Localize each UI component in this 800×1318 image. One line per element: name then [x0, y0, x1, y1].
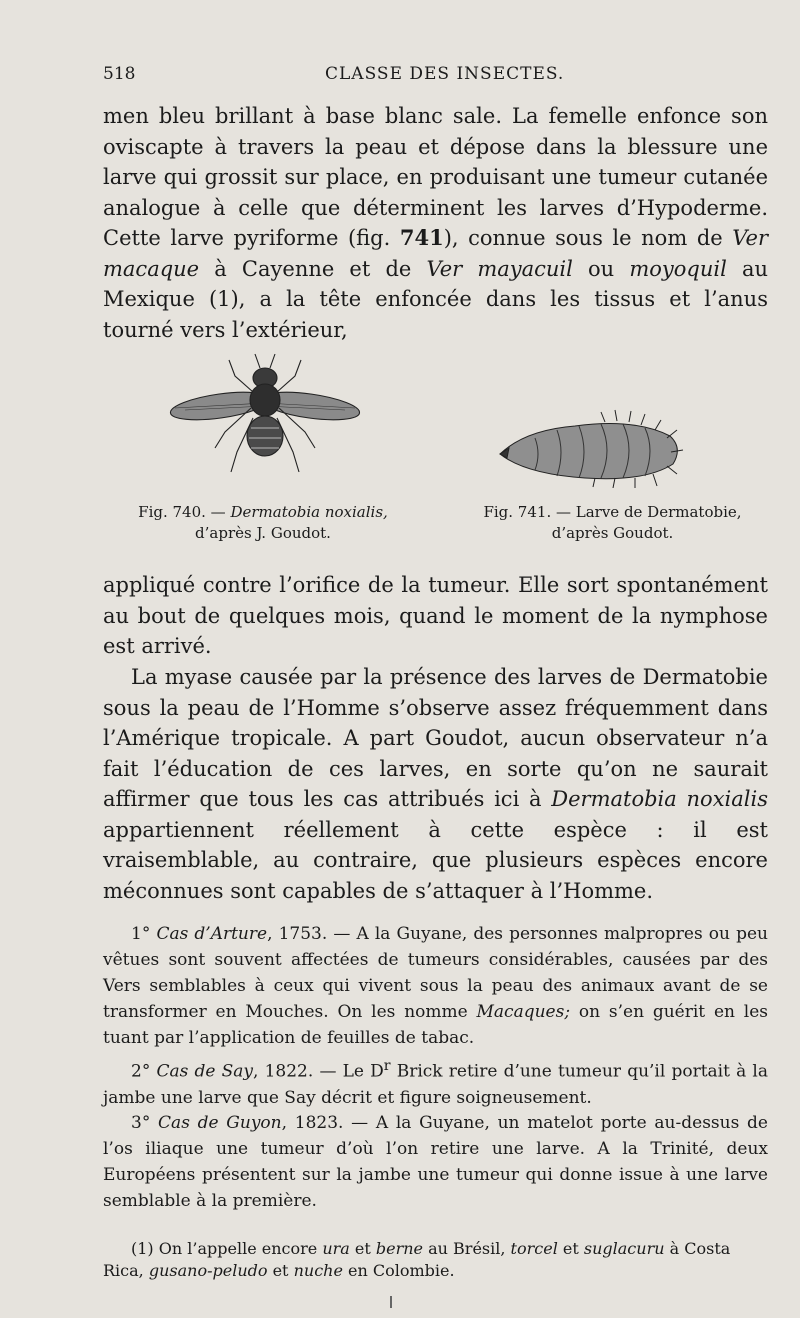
- page-mark: [390, 1296, 392, 1308]
- fig-741-caption: [455, 502, 770, 544]
- fig-740-credit: d’après J. Goudot.: [195, 524, 331, 542]
- case-title: Cas de Guyon: [158, 1113, 282, 1133]
- page-header: [103, 64, 764, 88]
- fig-740-label: Fig. 740. —: [138, 503, 231, 521]
- fig-741-label: Fig. 741. — Larve de Dermatobie,: [483, 503, 742, 521]
- fig-741-ref: 741: [399, 225, 444, 250]
- case-arture: 1° Cas d’Arture, 1753. — A la Guyane, des personnes malpropres ou peu vêtues sont souvent affectées de tumeurs considérables, causées par des Vers semblables à ceux qui vivent sous la peau des animaux avant de se transformer en Mouches. On les nomme Macaques; on s’en guérit en les tuant par l’application de feuilles de tabac.: [103, 924, 769, 1048]
- species-name: Dermatobia noxialis: [551, 787, 768, 811]
- case-say: 2° Cas de Say, 1822. — Le $D^r$ Brick retire d’une tumeur qu’il portait à la jambe une larve que Say décrit et figure soigneusement.: [103, 1058, 768, 1108]
- case-title: Cas d’Arture: [156, 924, 268, 944]
- larva-illustration: [495, 408, 685, 488]
- page-number: 518: [103, 64, 136, 84]
- paragraph-2: appliqué contre l’orifice de la tumeur. Elle sort spontanément au bout de quelques mois, quand le moment de la nymphose est arrivé.: [103, 573, 768, 658]
- case-title: Cas de Say: [156, 1061, 254, 1082]
- fig-740-species: Dermatobia noxialis,: [230, 503, 388, 521]
- paragraph-1: men bleu brillant à base blanc sale. La femelle enfonce son oviscapte à travers la peau et dépose dans la blessure une larve qui grossit sur place, en produisant une tumeur cutanée analogue à celle que déterminent les larves d’Hypoderme. Cette larve pyriforme (fig. 741), connue sous le nom de Ver macaque à Cayenne et de Ver mayacuil ou moyoquil au Mexique (1), a la tête enfoncée dans les tissus et l’anus tourné vers l’extérieur,: [103, 104, 768, 342]
- paragraph-3: La myase causée par la présence des larves de Dermatobie sous la peau de l’Homme s’observe assez fréquemment dans l’Amérique tropicale. A part Goudot, aucun observateur n’a fait l’éducation de ces larves, en sorte qu’on ne saurait affirmer que tous les cas attribués ici à Dermatobia noxialis appartiennent réellement à cette espèce : il est vraisemblable, au contraire, que plusieurs espèces encore méconnues sont capables de s’attaquer à l’Homme.: [103, 665, 768, 903]
- fig-741-credit: d’après Goudot.: [551, 524, 674, 542]
- footnote: (1) On l’appelle encore ura et berne au Brésil, torcel et suglacuru à Costa Rica, gusano-peludo et nuche en Colombie.: [103, 1239, 731, 1280]
- running-title: CLASSE DES INSECTES.: [325, 64, 565, 84]
- fly-illustration: [165, 348, 365, 478]
- fig-740-caption: [103, 502, 423, 544]
- case-guyon: 3° Cas de Guyon, 1823. — A la Guyane, un matelot porte au-dessus de l’os iliaque une tumeur d’où l’on retire une larve. A la Trinité, deux Européens présentent sur la jambe une tumeur qui donne issue à une larve semblable à la première.: [103, 1113, 768, 1211]
